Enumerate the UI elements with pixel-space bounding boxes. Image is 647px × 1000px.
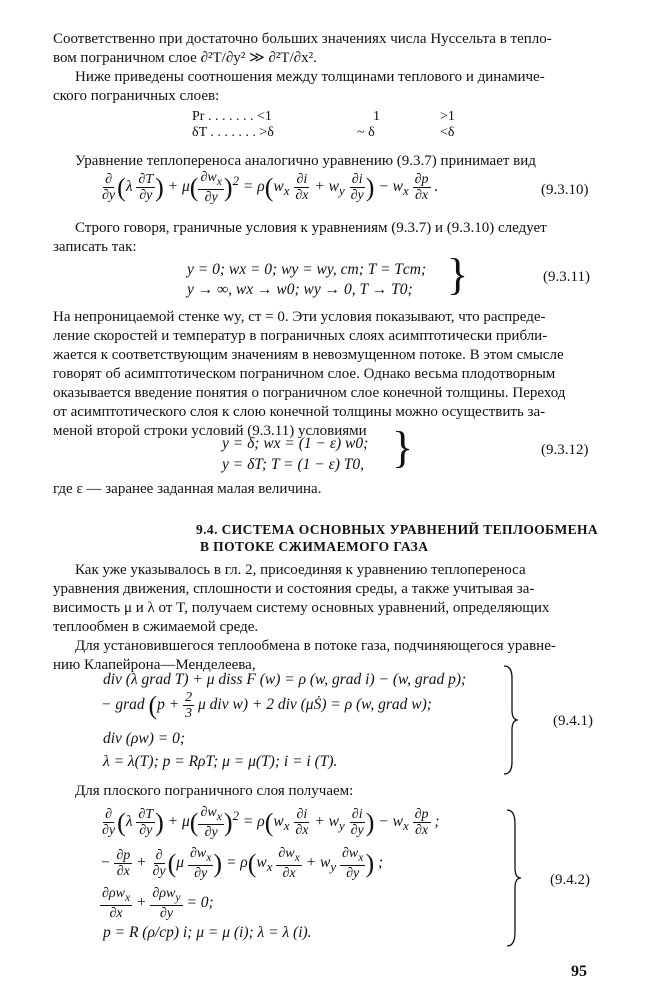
heading-line: 9.4. СИСТЕМА ОСНОВНЫХ УРАВНЕНИЙ ТЕПЛООБМЕНА (196, 522, 599, 537)
system-brace-icon (503, 808, 523, 948)
text-line: записать так: (53, 239, 137, 255)
ratio-paragraph (53, 68, 595, 106)
equation-9-4-1-line3: div (ρw) = 0; (103, 730, 186, 747)
text-line: уравнения движения, сплошности и состояния среды, а также учитывая за- (53, 581, 535, 597)
strict-paragraph (53, 219, 595, 257)
equation-9-4-1-line2: − grad (p + $\frac{2}{3}$ μ div w) + 2 div (μṠ) = ρ (w, grad w); (101, 690, 432, 721)
equation-number: (9.4.1) (553, 713, 593, 729)
text-line: Соответственно при достаточно больших значениях числа Нуссельта в тепло- (53, 31, 552, 47)
equation-9-4-2-line4: p = R (ρ/cp) i; μ = μ (i); λ = λ (i). (103, 924, 312, 941)
system-brace-icon (500, 664, 520, 776)
text-line: Для установившегося теплообмена в потоке газа, подчиняющегося уравне- (75, 638, 556, 654)
equation-9-3-12-line2: y = δT; T = (1 − ε) T0, (222, 456, 365, 473)
brace-icon: } (447, 250, 469, 299)
text-line: На непроницаемой стенке wy, ст = 0. Эти условия показывают, что распреде- (53, 309, 546, 325)
wall-paragraph (53, 308, 595, 441)
text-line: где ε — заранее заданная малая величина. (53, 481, 322, 497)
chapter2-paragraph (53, 561, 595, 637)
text-line: оказывается введение понятия о пограничном слое конечной толщины. Переход (53, 385, 566, 401)
equation-9-3-10: $\frac{\partial}{\partial y}$ (λ $\frac{\partial T}{\partial y}$ ) + μ( $\frac{\partial w_x}{\partial y}$ )$^2 = \rho(w_x$ $\frac{\partial i}{\partial x}$ + $w_y$ $\frac{\partial i}{\partial y}$ ) − $w_x$ $\frac{\partial p}{\partial x}$ . (102, 170, 439, 205)
text-line: Как уже указывалось в гл. 2, присоединяя к уравнению теплопереноса (75, 562, 526, 578)
pr-row2-mid: ~ δ (357, 125, 375, 140)
equation-number: (9.3.12) (541, 442, 589, 458)
text-line: Строго говоря, граничные условия к уравнениям (9.3.7) и (9.3.10) следует (75, 220, 547, 236)
text-line: висимость μ и λ от T, получаем систему основных уравнений, определяющих (53, 600, 550, 616)
equation-number: (9.4.2) (550, 872, 590, 888)
pr-row2-label: δT . . . . . . . >δ (192, 125, 274, 140)
equation-9-4-2-line2: − $\frac{\partial p}{\partial x}$ + $\frac{\partial}{\partial y}$ (μ $\frac{\partial w_x}{\partial y}$ ) = $\rho(w_x$ $\frac{\partial w_x}{\partial x}$ + $w_y$ $\frac{\partial w_x}{\partial y}$ ) ; (100, 846, 384, 881)
text-line: Ниже приведены соотношения между толщинами теплового и динамиче- (75, 69, 545, 85)
equation-9-3-11-line1: y = 0; wx = 0; wy = wy, ст; T = Tст; (187, 261, 427, 278)
equation-9-4-2-line1: $\frac{\partial}{\partial y}$ (λ $\frac{\partial T}{\partial y}$ ) + μ( $\frac{\partial w_x}{\partial y}$ )$^2 = \rho(w_x$ $\frac{\partial i}{\partial x}$ + $w_y$ $\frac{\partial i}{\partial y}$ ) − $w_x$ $\frac{\partial p}{\partial x}$ ; (102, 805, 440, 840)
text-line: Уравнение теплопереноса аналогично уравнению (9.3.7) принимает вид (75, 153, 536, 169)
text-line: меной второй строки условий (9.3.11) условиями (53, 423, 367, 439)
text-line: жается к соответствующим значениям в невозмущенном потоке. В этом смысле (53, 347, 564, 363)
intro-paragraph (53, 30, 595, 68)
section-heading (100, 521, 599, 555)
text-line: теплообмен в сжимаемой среде. (53, 619, 259, 635)
equation-9-4-2-line3: $\frac{\partial\rho w_x}{\partial x}$ + $\frac{\partial\rho w_y}{\partial y}$ = 0; (102, 886, 214, 921)
pr-row2-right: <δ (440, 125, 455, 140)
equation-9-4-1-line1: div (λ grad T) + μ diss F (w) = ρ (w, grad i) − (w, grad p); (103, 671, 467, 688)
pr-row1-mid: 1 (373, 109, 380, 124)
pr-row1-right: >1 (440, 109, 455, 124)
equation-number: (9.3.10) (541, 182, 589, 198)
equation-9-3-11-line2: y → ∞, wx → w0; wy → 0, T → T0; (187, 281, 413, 298)
transfer-paragraph (53, 152, 595, 171)
epsilon-paragraph (53, 480, 595, 499)
brace-icon: } (392, 423, 414, 472)
text-line: Для плоского пограничного слоя получаем: (75, 783, 354, 799)
equation-number: (9.3.11) (543, 269, 590, 285)
text-line: говорят об асимптотическом пограничном слое. Однако весьма плодотворным (53, 366, 556, 382)
pr-row1-label: Pr . . . . . . . <1 (192, 109, 272, 124)
equation-9-3-12-line1: y = δ; wx = (1 − ε) w0; (222, 435, 369, 452)
text-line: нию Клапейрона—Менделеева, (53, 657, 256, 673)
text-line: ление скоростей и температур в пограничных слоях асимптотически прибли- (53, 328, 548, 344)
page-number: 95 (571, 963, 587, 980)
flat-paragraph (53, 782, 595, 801)
equation-9-4-1-line2-tail: μ div w) + 2 div (μṠ) = ρ (w, grad w); (198, 696, 432, 714)
heading-line: В ПОТОКЕ СЖИМАЕМОГО ГАЗА (200, 539, 429, 554)
text-line: ского пограничных слоев: (53, 88, 220, 104)
text-line: от асимптотического слоя к слою конечной толщины можно осуществить за- (53, 404, 546, 420)
text-line: вом пограничном слое ∂²T/∂y² ≫ ∂²T/∂x². (53, 50, 317, 66)
equation-9-4-1-line4: λ = λ(T); p = RρT; μ = μ(T); i = i (T). (103, 753, 338, 770)
